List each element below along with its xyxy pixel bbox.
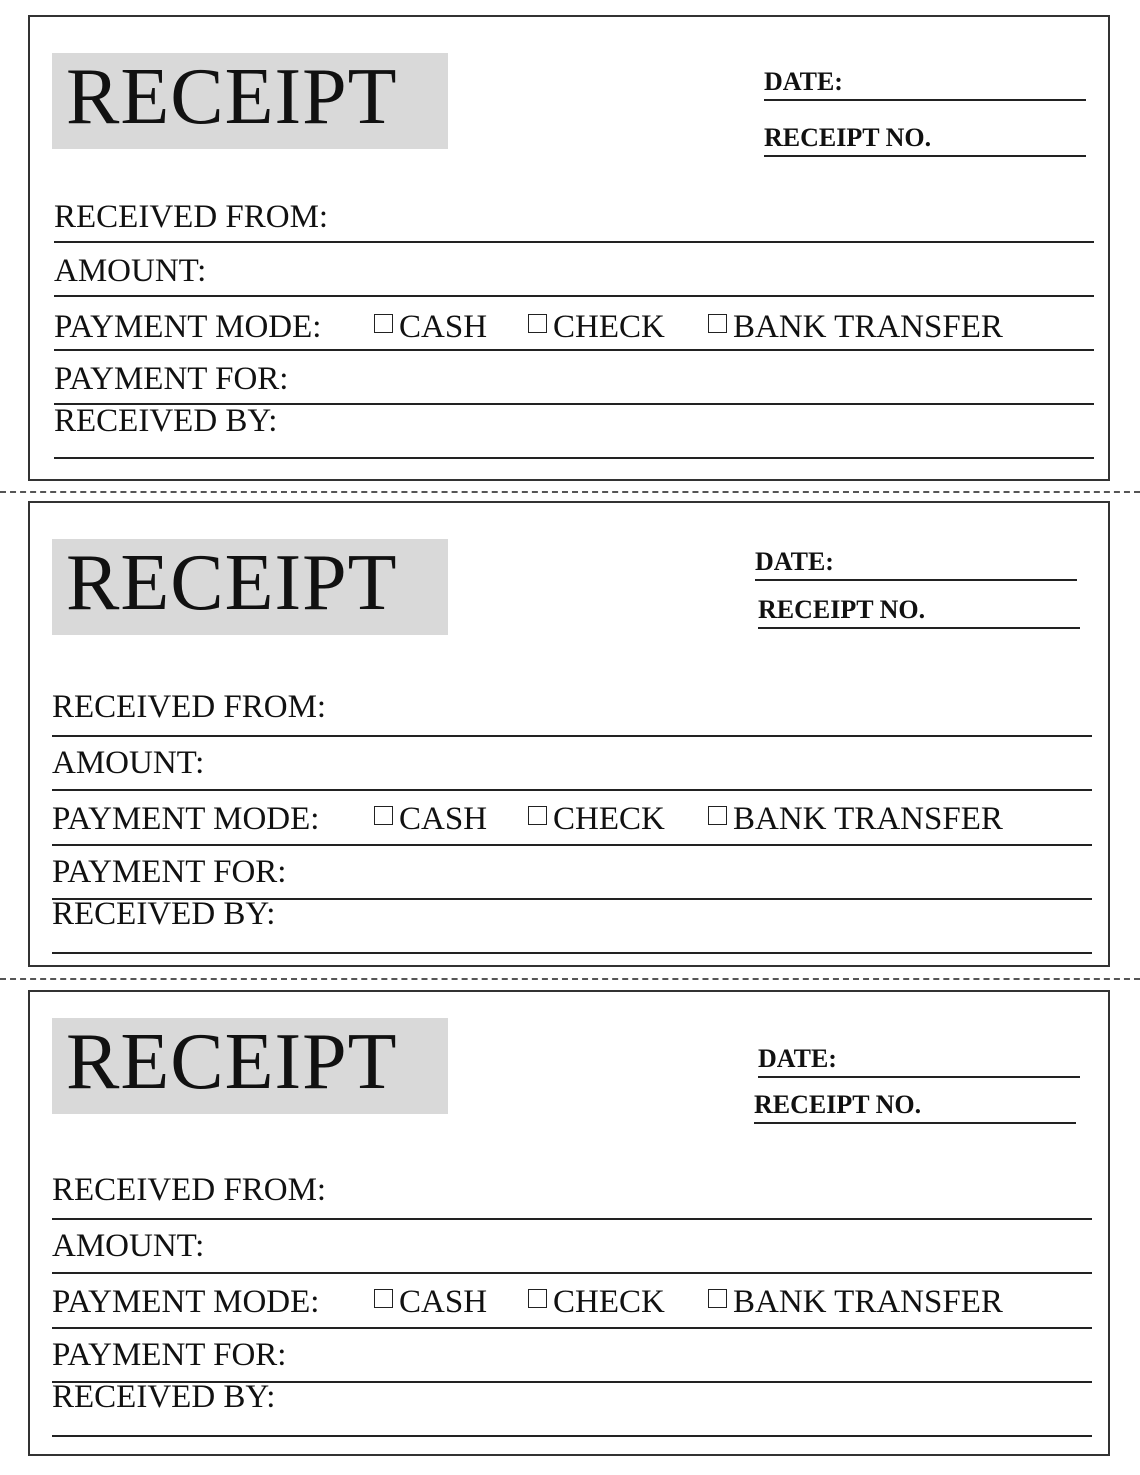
received-by-field[interactable] [54, 405, 1094, 459]
checkbox-icon[interactable] [708, 314, 727, 333]
payment-option-check[interactable] [528, 309, 665, 345]
amount-field[interactable] [54, 243, 1094, 297]
checkbox-icon[interactable] [374, 314, 393, 333]
received-by-label: RECEIVED BY: [52, 896, 276, 932]
payment-for-field[interactable] [52, 846, 1092, 900]
received-from-label: RECEIVED FROM: [52, 689, 327, 725]
payment-option-label: CHECK [553, 1284, 665, 1320]
receipt-no-field[interactable] [754, 1090, 1076, 1124]
checkbox-icon[interactable] [708, 806, 727, 825]
receipt-card-2 [28, 501, 1110, 967]
received-by-field[interactable] [52, 896, 1092, 954]
checkbox-icon[interactable] [528, 1289, 547, 1308]
receipt-no-label: RECEIPT NO. [754, 1090, 922, 1119]
payment-option-check[interactable] [528, 1284, 665, 1320]
checkbox-icon[interactable] [528, 314, 547, 333]
payment-for-label: PAYMENT FOR: [52, 854, 287, 890]
amount-field[interactable] [52, 737, 1092, 791]
receipt-title: RECEIPT [66, 539, 398, 627]
cut-line [0, 978, 1140, 980]
payment-option-label: CASH [399, 309, 488, 345]
payment-option-label: CASH [399, 1284, 488, 1320]
receipt-title-box [52, 539, 448, 635]
amount-label: AMOUNT: [54, 253, 207, 289]
receipt-card-1 [28, 15, 1110, 481]
checkbox-icon[interactable] [528, 806, 547, 825]
payment-option-cash[interactable] [374, 309, 487, 345]
date-label: DATE: [758, 1044, 837, 1073]
received-by-label: RECEIVED BY: [52, 1379, 276, 1415]
date-field[interactable] [755, 547, 1077, 581]
date-field[interactable] [758, 1044, 1080, 1078]
payment-option-bank-transfer[interactable] [708, 801, 1003, 837]
date-label: DATE: [755, 547, 834, 576]
amount-label: AMOUNT: [52, 1228, 205, 1264]
receipt-no-label: RECEIPT NO. [764, 123, 932, 152]
payment-option-check[interactable] [528, 801, 665, 837]
payment-mode-label: PAYMENT MODE: [54, 309, 322, 345]
payment-for-label: PAYMENT FOR: [54, 361, 289, 397]
payment-for-field[interactable] [54, 351, 1094, 405]
receipt-title: RECEIPT [66, 1018, 398, 1106]
receipt-title-box [52, 53, 448, 149]
payment-mode-row [52, 791, 1092, 846]
payment-option-label: BANK TRANSFER [733, 801, 1003, 837]
amount-field[interactable] [52, 1220, 1092, 1274]
received-from-field[interactable] [52, 1174, 1092, 1220]
received-by-label: RECEIVED BY: [54, 403, 278, 439]
payment-mode-row [52, 1274, 1092, 1329]
cut-line [0, 491, 1140, 493]
receipt-title: RECEIPT [66, 53, 398, 141]
payment-mode-label: PAYMENT MODE: [52, 801, 320, 837]
amount-label: AMOUNT: [52, 745, 205, 781]
received-from-label: RECEIVED FROM: [52, 1172, 327, 1208]
payment-option-label: BANK TRANSFER [733, 309, 1003, 345]
payment-mode-label: PAYMENT MODE: [52, 1284, 320, 1320]
payment-option-label: CASH [399, 801, 488, 837]
receipt-no-field[interactable] [758, 595, 1080, 629]
payment-for-field[interactable] [52, 1329, 1092, 1383]
payment-mode-row [54, 297, 1094, 351]
receipt-no-field[interactable] [764, 123, 1086, 157]
payment-option-label: CHECK [553, 801, 665, 837]
receipt-no-label: RECEIPT NO. [758, 595, 926, 624]
payment-option-label: CHECK [553, 309, 665, 345]
received-by-field[interactable] [52, 1379, 1092, 1437]
received-from-field[interactable] [54, 197, 1094, 243]
receipt-title-box [52, 1018, 448, 1114]
checkbox-icon[interactable] [708, 1289, 727, 1308]
date-label: DATE: [764, 67, 843, 96]
checkbox-icon[interactable] [374, 806, 393, 825]
payment-option-bank-transfer[interactable] [708, 1284, 1003, 1320]
checkbox-icon[interactable] [374, 1289, 393, 1308]
receipt-card-3 [28, 990, 1110, 1456]
date-field[interactable] [764, 67, 1086, 101]
received-from-label: RECEIVED FROM: [54, 199, 329, 235]
payment-option-cash[interactable] [374, 1284, 487, 1320]
payment-option-bank-transfer[interactable] [708, 309, 1003, 345]
payment-option-label: BANK TRANSFER [733, 1284, 1003, 1320]
received-from-field[interactable] [52, 691, 1092, 737]
payment-option-cash[interactable] [374, 801, 487, 837]
payment-for-label: PAYMENT FOR: [52, 1337, 287, 1373]
